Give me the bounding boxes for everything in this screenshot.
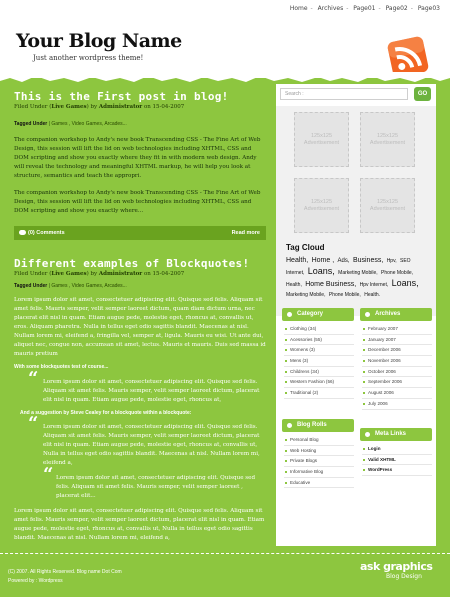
- post-meta: [14, 104, 266, 110]
- post-meta-prefix: Filed Under (: [14, 104, 52, 110]
- nav-separator: -: [410, 5, 413, 12]
- archive-link[interactable]: July 2006: [362, 399, 432, 410]
- quote-mark-icon: “: [28, 413, 39, 434]
- blogroll-link[interactable]: Personal Blog: [284, 435, 354, 446]
- tag-cloud-title: Tag Cloud: [286, 243, 325, 252]
- top-navigation: [290, 5, 440, 12]
- nav-link-page02[interactable]: Page02: [385, 5, 408, 12]
- tag-link[interactable]: Loans,: [391, 278, 419, 288]
- category-link[interactable]: Mens (3): [284, 356, 354, 367]
- nav-separator: -: [310, 5, 313, 12]
- post-tags: Tagged Under | Games , Video Games, Arcades...: [14, 283, 127, 289]
- nav-link-home[interactable]: Home: [289, 5, 308, 12]
- ad-label: Advertisement: [369, 140, 406, 146]
- blockquote: [28, 413, 262, 501]
- tag-link[interactable]: Home ,: [311, 257, 335, 264]
- blockquote-text: Lorem ipsum dolor sit amet, consectetuer adipiscing elit. Quisque sed felis. Aliquam sit amet felis. Mauris semper, velit semper laoreet dictum, placerat elit nisl in quam. Etiam augue pede, molestie eget, rhoncus at,: [43, 379, 260, 403]
- archive-link[interactable]: January 2007: [362, 335, 432, 346]
- post-meta: [14, 271, 266, 277]
- ad-size-label: 125x125: [376, 133, 399, 139]
- read-more-link[interactable]: Read more: [231, 230, 260, 236]
- header: [0, 0, 450, 78]
- blogroll-link[interactable]: Informative Blog: [284, 467, 354, 478]
- post-date: on 15-04-2007: [142, 104, 185, 110]
- tag-link[interactable]: Marketing Mobile,: [286, 292, 326, 298]
- post-paragraph: Lorem ipsum dolor sit amet, consectetuer adipiscing elit. Quisque sed felis. Aliquam sit amet felis. Mauris semper, velit semper laoreet dictum, quam diam dictum urna, nec placerat elit nisl in quam. Etiam augue pede, molestie eget, rhoncus at, convallis ut, eros. Aliquam pharetra. Nulla in tellus eget odio sagittis blandit. Maecenas at nisl. Nullam lorem mi, eleifend a, fringilla vel, semper at, ligula. Mauris eu wisi. Ut ante dui, aliquet nec, congue non, accumsan sit amet, lectus. Mauris et mauris. Duis sed massa id mauris pretium: [14, 297, 266, 357]
- ad-size-label: 125x125: [310, 199, 333, 205]
- nested-blockquote: [43, 464, 262, 501]
- post-meta-by: ) by: [86, 104, 99, 110]
- tag-link[interactable]: Business,: [352, 257, 384, 264]
- blogrolls-panel-header: [282, 419, 354, 432]
- footer-powered-by[interactable]: Powered by : Wordpress: [8, 578, 63, 584]
- metalinks-panel-header: [360, 428, 432, 441]
- tag-link[interactable]: Marketing Mobile,: [338, 270, 378, 276]
- post-paragraph: The companion workshop to Andy's new book Transcending CSS - The Fine Art of Web Design, this session will lift the lid on web technologies including XHTML, CSS and DOM scripting and show you exactly where...: [14, 190, 261, 214]
- post-footer-bar: [14, 226, 266, 240]
- nav-link-page03[interactable]: Page03: [417, 5, 440, 12]
- tag-link[interactable]: Health.: [364, 292, 381, 298]
- main-content: [14, 90, 266, 541]
- tagged-under-label: Tagged Under: [14, 121, 48, 127]
- category-link[interactable]: Traditional (2): [284, 388, 354, 399]
- footer: [8, 568, 122, 586]
- blogroll-link[interactable]: Web Hosting: [284, 446, 354, 457]
- ad-size-label: 125x125: [310, 133, 333, 139]
- tag-link[interactable]: SEO Internet,: [286, 258, 411, 276]
- quote-mark-icon: “: [28, 368, 39, 389]
- archive-link[interactable]: December 2006: [362, 345, 432, 356]
- blockquote-text: Lorem ipsum dolor sit amet, consectetuer adipiscing elit. Quisque sed felis. Aliquam sit amet felis. Mauris semper, velit semper laoreet , placerat elit...: [56, 475, 256, 499]
- post-title[interactable]: This is the First post in blog!: [14, 90, 229, 103]
- post-tag-links[interactable]: Games , Video Games, Arcades...: [51, 121, 127, 127]
- bullet-icon: [365, 432, 370, 437]
- search-input[interactable]: [280, 88, 408, 100]
- nav-separator: -: [346, 5, 349, 12]
- tag-link[interactable]: Ads,: [337, 258, 350, 264]
- comments-count: (0) Comments: [28, 230, 65, 236]
- blogrolls-list: [284, 435, 354, 488]
- tag-link[interactable]: Phone Mobile,: [328, 292, 361, 298]
- search-placeholder: Search :: [285, 91, 304, 97]
- category-panel-title: Category: [297, 311, 324, 317]
- tag-link[interactable]: Phone Mobile,: [381, 270, 413, 276]
- category-panel-header: [282, 308, 354, 321]
- tag-link[interactable]: Health,: [286, 282, 302, 288]
- category-link[interactable]: Womens (3): [284, 345, 354, 356]
- meta-link[interactable]: Valid XHTML: [362, 455, 432, 466]
- category-link[interactable]: Clothing (34): [284, 324, 354, 335]
- footer-copyright: (C) 2007. All Rights Reserved. Blog name Dot Com: [8, 569, 122, 575]
- advertisement-slot[interactable]: [360, 178, 415, 233]
- ad-label: Advertisement: [369, 206, 406, 212]
- metalinks-list: [362, 444, 432, 476]
- blockquote: [28, 368, 262, 405]
- post-meta-prefix: Filed Under (: [14, 271, 52, 277]
- bullet-icon: [287, 312, 292, 317]
- tag-cloud: [286, 256, 432, 300]
- bullet-icon: [287, 423, 292, 428]
- archive-link[interactable]: August 2006: [362, 388, 432, 399]
- quote-mark-icon: “: [43, 464, 54, 485]
- ad-label: Advertisement: [303, 206, 340, 212]
- post-tags: Tagged Under | Games , Video Games, Arcades...: [14, 121, 127, 127]
- meta-link[interactable]: WordPress: [362, 465, 432, 476]
- archives-list: [362, 324, 432, 410]
- blogroll-link[interactable]: Educative: [284, 478, 354, 489]
- comment-bubble-icon: [19, 230, 26, 235]
- archives-panel-header: [360, 308, 432, 321]
- post-2: [14, 257, 266, 543]
- bullet-icon: [365, 312, 370, 317]
- post-category-link[interactable]: Live Games: [51, 271, 87, 277]
- archive-link[interactable]: February 2007: [362, 324, 432, 335]
- advertisement-slot[interactable]: [294, 112, 349, 167]
- askgraphics-logo[interactable]: [360, 560, 433, 580]
- category-link[interactable]: Western Fashion (56): [284, 377, 354, 388]
- blockquote-text: Lorem ipsum dolor sit amet, consectetuer adipiscing elit. Quisque sed felis. Aliquam sit amet felis. Mauris semper, velit semper laoreet dictum, placerat elit nisl in quam. Etiam augue pede, molestie eget, rhoncus at, convallis ut, Nulla in tellus eget odio sagittis blandit. Maecenas at nisl. Nullam lorem mi, eleifend a,: [43, 424, 260, 466]
- post-tag-links[interactable]: Games , Video Games, Arcades...: [51, 283, 127, 289]
- logo-subtext: Blog Design: [386, 573, 422, 580]
- archive-link[interactable]: September 2006: [362, 377, 432, 388]
- ad-label: Advertisement: [303, 140, 340, 146]
- archives-panel-title: Archives: [375, 311, 401, 317]
- blog-tagline: Just another wordpress theme!: [33, 54, 144, 62]
- archive-link[interactable]: November 2006: [362, 356, 432, 367]
- tag-link[interactable]: Hpv,: [386, 258, 397, 264]
- tag-link[interactable]: Loans,: [307, 266, 335, 276]
- blogrolls-panel-title: Blog Rolls: [297, 422, 327, 428]
- post-title[interactable]: Different examples of Blockquotes!: [14, 257, 250, 270]
- advertisement-slot[interactable]: [294, 178, 349, 233]
- post-1: [14, 90, 266, 216]
- blockquote-subheading: With some blockquotes test of course...: [14, 364, 109, 370]
- post-date: on 15-04-2007: [142, 271, 185, 277]
- post-meta-by: ) by: [86, 271, 99, 277]
- tag-link[interactable]: Health,: [286, 257, 309, 264]
- tag-link[interactable]: Home Business,: [305, 281, 357, 288]
- category-list: [284, 324, 354, 399]
- search-go-button[interactable]: GO: [414, 87, 431, 101]
- post-author-link[interactable]: Administrator: [98, 104, 143, 110]
- sidebar: [276, 84, 436, 546]
- tagged-under-label: Tagged Under: [14, 283, 48, 289]
- post-author-link[interactable]: Administrator: [98, 271, 143, 277]
- comments-link[interactable]: [19, 230, 65, 236]
- post-paragraph: The companion workshop to Andy's new book Transcending CSS - The Fine Art of Web Design, this session will lift the lid on web technologies including XHTML, CSS and DOM scripting and show you exactly where they fit in with modern web design. Andy will reveal the technology and meaningful XHTML markup, he will help you look at structure, semantics and teach the appropri.: [14, 137, 261, 179]
- logo-text: ask graphics: [360, 560, 433, 573]
- category-link[interactable]: Acessories (55): [284, 335, 354, 346]
- advertisement-slot[interactable]: [360, 112, 415, 167]
- nav-link-page01[interactable]: Page01: [353, 5, 376, 12]
- archive-link[interactable]: October 2006: [362, 367, 432, 378]
- footer-divider: [0, 553, 450, 554]
- blockquote-subheading: And a suggestion by Steve Cealey for a blockquote within a blockquote:: [20, 410, 192, 416]
- nav-separator: -: [378, 5, 381, 12]
- nav-link-archives[interactable]: Archives: [317, 5, 344, 12]
- post-category-link[interactable]: Live Games: [51, 104, 87, 110]
- ad-size-label: 125x125: [376, 199, 399, 205]
- meta-link[interactable]: Login: [362, 444, 432, 455]
- category-link[interactable]: Childrens (34): [284, 367, 354, 378]
- tag-link[interactable]: Hpv Internet,: [359, 282, 389, 288]
- metalinks-panel-title: Meta Links: [375, 431, 407, 437]
- blog-title[interactable]: Your Blog Name: [16, 30, 182, 52]
- blogroll-link[interactable]: Private Blogs: [284, 456, 354, 467]
- post-paragraph: Lorem ipsum dolor sit amet, consectetuer adipiscing elit. Quisque sed felis. Aliquam sit amet felis. Mauris semper, velit semper laoreet dictum, placerat elit nisl in quam. Etiam augue pede, molestie eget, rhoncus at, convallis ut, Nulla in tellus eget odio sagittis blandit. Maecenas at nisl. Nullam lorem mi, eleifend a,: [14, 508, 265, 541]
